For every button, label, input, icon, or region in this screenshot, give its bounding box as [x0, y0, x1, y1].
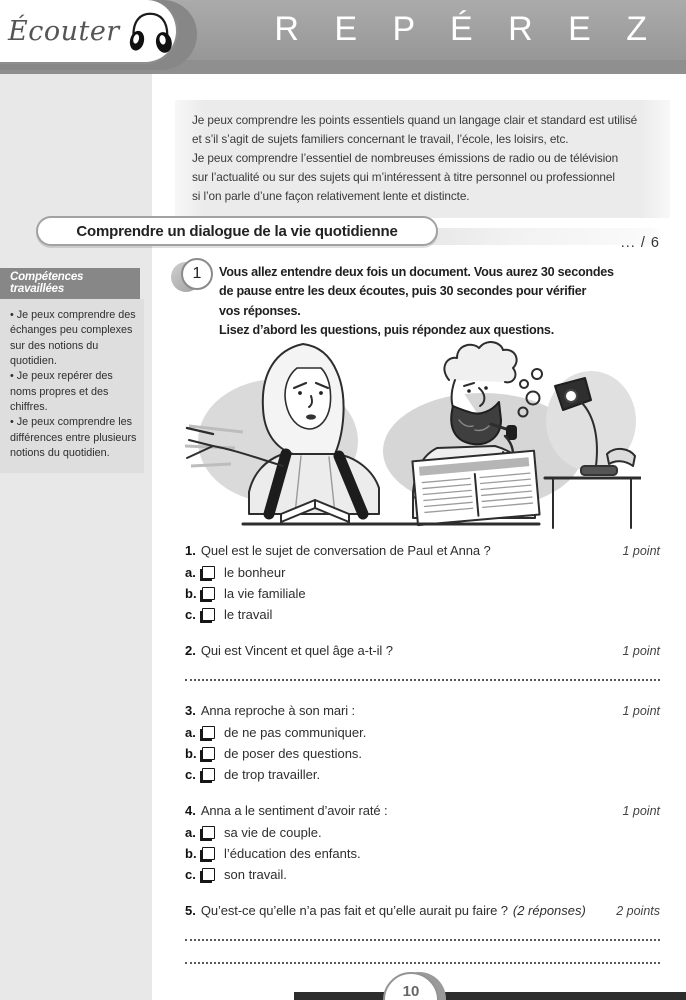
checkbox-icon[interactable] — [202, 566, 215, 579]
question-text: Anna a le sentiment d’avoir raté : — [200, 803, 388, 818]
question-header — [185, 703, 660, 718]
question-text: Quel est le sujet de conversation de Paul et Anna ? — [200, 543, 491, 558]
answer-option[interactable] — [185, 867, 660, 881]
instruction-line: de pause entre les deux écoutes, puis 30 secondes pour vérifier — [219, 284, 587, 299]
instruction-line: Vous allez entendre deux fois un document. Vous aurez 30 secondes — [219, 265, 614, 279]
checkbox-icon[interactable] — [202, 747, 215, 760]
can-do-statements-box — [175, 100, 670, 218]
question-number: 4. — [185, 803, 196, 818]
page-title: R E P É R E Z — [274, 10, 660, 48]
option-label: le travail — [224, 606, 273, 622]
option-letter: b. — [185, 585, 197, 601]
question-header — [185, 543, 660, 558]
question-text: Qui est Vincent et quel âge a-t-il ? — [200, 643, 393, 658]
option-letter: a. — [185, 724, 196, 740]
answer-option[interactable] — [185, 846, 660, 860]
points-label: 1 point — [622, 804, 660, 818]
descriptor-line: si l’on parle d’une façon relativement lente et distincte. — [192, 189, 470, 204]
question-header — [185, 903, 660, 918]
exercise-number: 1 — [192, 265, 202, 282]
headphones-icon — [124, 9, 176, 60]
descriptor-lines — [192, 111, 670, 207]
points-label: 1 point — [622, 644, 660, 658]
footer-bar — [294, 992, 686, 1000]
answer-line[interactable] — [185, 941, 660, 964]
descriptor-line: Je peux comprendre les points essentiels quand un langage clair et standard est utilisé — [192, 113, 638, 127]
left-margin-column — [0, 74, 152, 1000]
question-text: Anna reproche à son mari : — [200, 703, 356, 718]
option-label: la vie familiale — [224, 585, 306, 601]
section-title-pill — [36, 216, 438, 246]
question — [185, 643, 660, 681]
question-number: 2. — [185, 643, 196, 658]
section-title: Comprendre un dialogue de la vie quotidienne — [76, 222, 398, 240]
checkbox-icon[interactable] — [202, 826, 215, 839]
option-label: de poser des questions. — [224, 745, 363, 761]
option-letter: a. — [185, 564, 196, 580]
option-letter: c. — [185, 866, 196, 882]
skill-tab — [0, 0, 178, 64]
points-label: 1 point — [622, 544, 660, 558]
answer-option[interactable] — [185, 746, 660, 760]
competence-item: • Je peux repérer des noms propres et des chiffres. — [10, 370, 113, 413]
competences-title: Compétences travaillées — [0, 268, 140, 299]
question-number: 1. — [185, 543, 196, 558]
descriptor-line: et s’il s’agit de sujets familiers concernant le travail, l’école, les loisirs, etc. — [192, 132, 569, 147]
dialogue-illustration — [183, 336, 641, 532]
answer-option[interactable] — [185, 565, 660, 579]
option-label: l’éducation des enfants. — [224, 845, 361, 861]
answer-option[interactable] — [185, 767, 660, 781]
answer-option[interactable] — [185, 607, 660, 621]
option-label: le bonheur — [224, 564, 286, 580]
question — [185, 543, 660, 621]
question-number: 3. — [185, 703, 196, 718]
question-suffix: (2 réponses) — [512, 903, 586, 918]
option-label: sa vie de couple. — [224, 824, 322, 840]
descriptor-line: sur l’actualité ou sur des sujets qui m’intéressent à titre personnel ou professionnel — [192, 170, 615, 185]
option-label: son travail. — [224, 866, 287, 882]
competences-sidebar — [0, 268, 148, 473]
question-header — [185, 643, 660, 658]
question-number: 5. — [185, 903, 196, 918]
checkbox-icon[interactable] — [202, 768, 215, 781]
checkbox-icon[interactable] — [202, 726, 215, 739]
question-text: Qu’est-ce qu’elle n’a pas fait et qu’elle aurait pu faire ? — [200, 903, 508, 918]
answer-line[interactable] — [185, 658, 660, 681]
checkbox-icon[interactable] — [202, 868, 215, 881]
option-letter: b. — [185, 745, 197, 761]
answer-option[interactable] — [185, 586, 660, 600]
instruction-line: vos réponses. — [219, 303, 301, 318]
checkbox-icon[interactable] — [202, 847, 215, 860]
answer-line[interactable] — [185, 918, 660, 941]
option-letter: b. — [185, 845, 197, 861]
checkbox-icon[interactable] — [202, 587, 215, 600]
points-label: 2 points — [616, 904, 660, 918]
checkbox-icon[interactable] — [202, 608, 215, 621]
skill-tab-label: Écouter — [8, 15, 120, 47]
points-label: 1 point — [622, 704, 660, 718]
exercise-number-badge — [181, 258, 213, 290]
question — [185, 903, 660, 964]
answer-option[interactable] — [185, 725, 660, 739]
competences-list — [0, 299, 144, 473]
question — [185, 803, 660, 881]
option-label: de ne pas communiquer. — [224, 724, 367, 740]
answer-option[interactable] — [185, 825, 660, 839]
score-field: ... / 6 — [620, 235, 660, 251]
instruction-line: Lisez d’abord les questions, puis répondez aux questions. — [219, 322, 554, 337]
option-letter: c. — [185, 766, 196, 782]
descriptor-line: Je peux comprendre l’essentiel de nombreuses émissions de radio ou de télévision — [192, 151, 619, 166]
option-letter: a. — [185, 824, 196, 840]
option-label: de trop travailler. — [224, 766, 321, 782]
exercise-instructions — [219, 263, 669, 340]
question — [185, 703, 660, 781]
question-header — [185, 803, 660, 818]
competence-item: • Je peux comprendre les différences entre plusieurs notions du quotidien. — [10, 416, 137, 459]
option-letter: c. — [185, 606, 196, 622]
competence-item: • Je peux comprendre des échanges peu complexes sur des notions du quotidien. — [10, 309, 136, 367]
page-number: 10 — [402, 983, 420, 1000]
